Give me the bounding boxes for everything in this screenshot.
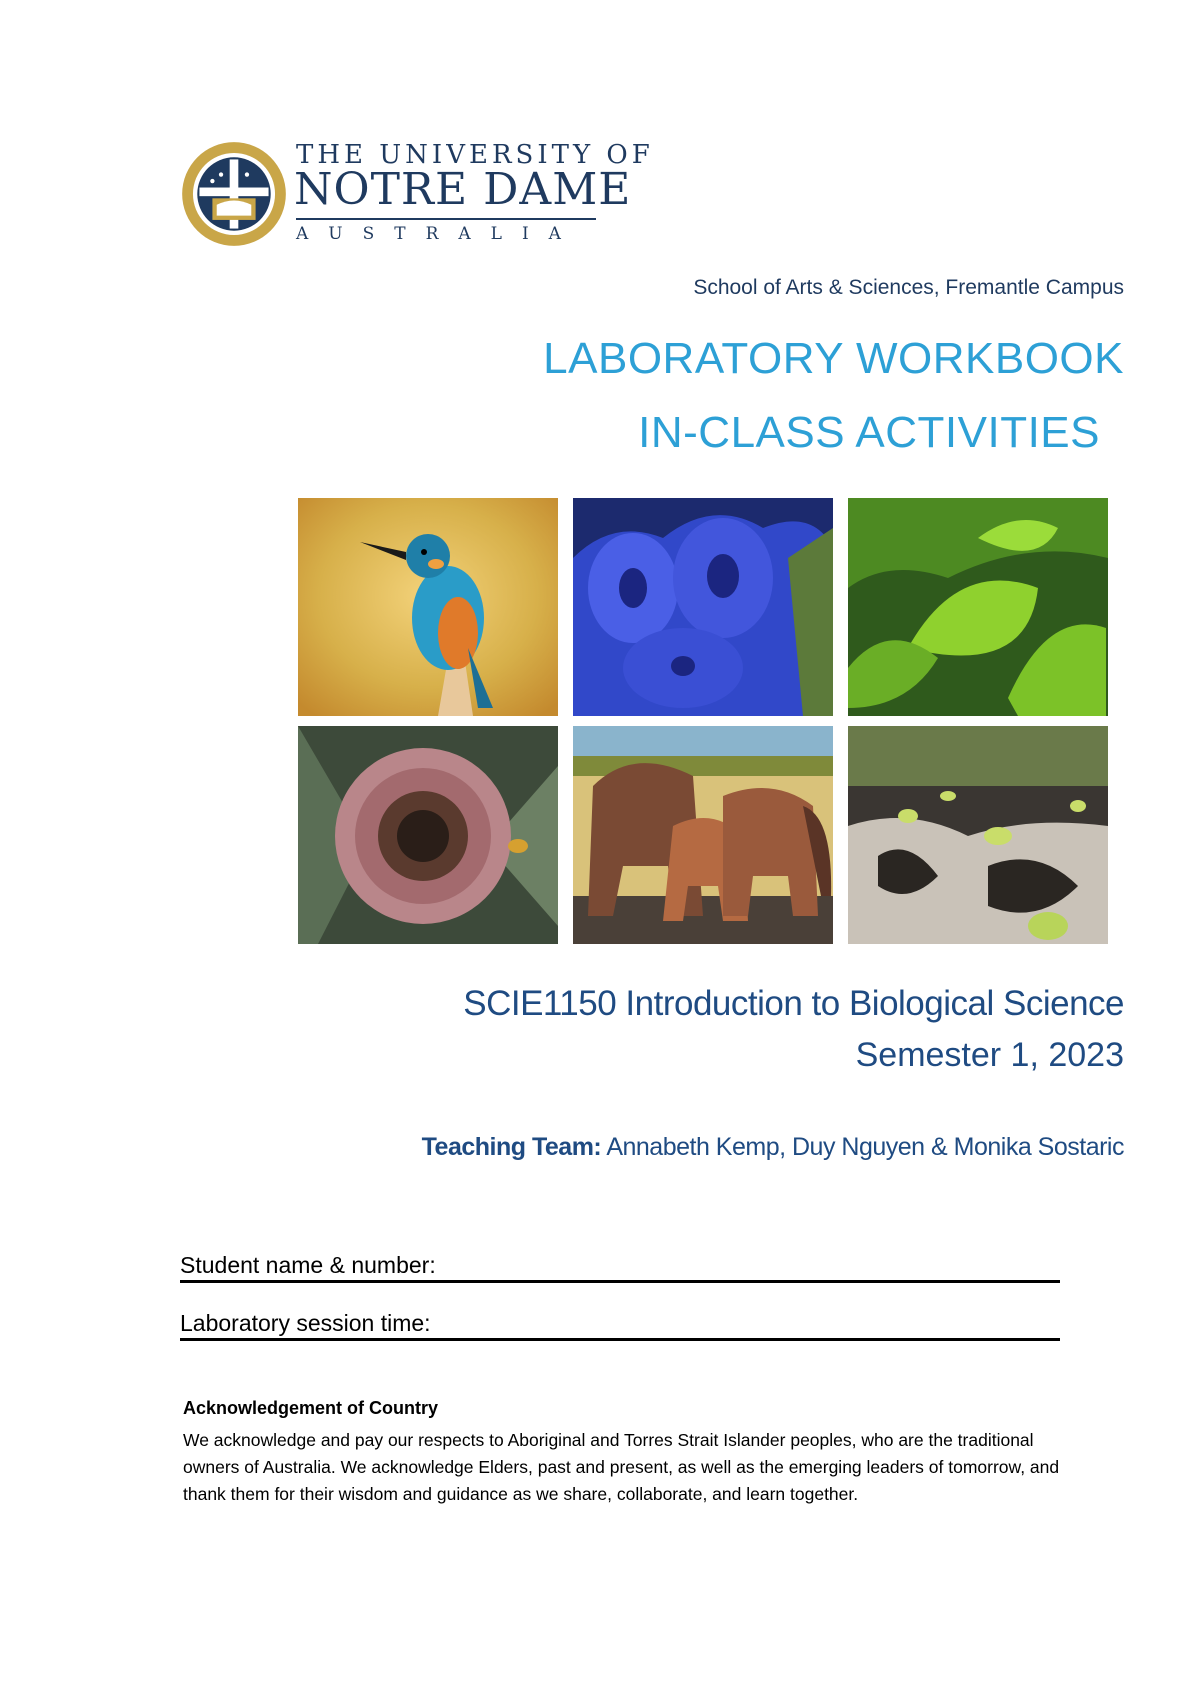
teaching-team-members: Annabeth Kemp, Duy Nguyen & Monika Sostaric	[601, 1133, 1124, 1161]
acknowledgement-heading: Acknowledgement of Country	[183, 1398, 439, 1418]
lab-session-label: Laboratory session time:	[180, 1310, 431, 1336]
university-logo	[180, 140, 654, 250]
logo-text-line2: NOTRE DAME	[294, 164, 632, 215]
logo-text-line3: AUSTRALIA	[296, 224, 581, 244]
course-title: SCIE1150 Introduction to Biological Science	[463, 984, 1124, 1023]
semester-label: Semester 1, 2023	[855, 1036, 1124, 1074]
teaching-team	[422, 1133, 1124, 1162]
teaching-team-label: Teaching Team:	[421, 1133, 602, 1161]
title-line2: IN-CLASS ACTIVITIES	[638, 408, 1100, 457]
banksia-photo	[298, 726, 558, 944]
student-name-field[interactable]	[180, 1280, 1060, 1283]
kingfisher-photo	[298, 498, 558, 716]
leaves-photo	[848, 498, 1108, 716]
lab-session-field[interactable]	[180, 1338, 1060, 1341]
elephants-photo	[573, 726, 833, 944]
logo-divider	[296, 218, 596, 220]
university-seal-icon	[180, 140, 288, 248]
student-name-label: Student name & number:	[180, 1252, 436, 1278]
school-name: School of Arts & Sciences, Fremantle Campus	[693, 276, 1124, 299]
logo-text-line1: THE UNIVERSITY OF	[296, 140, 654, 170]
coral-sponge-photo	[573, 498, 833, 716]
acknowledgement-body: We acknowledge and pay our respects to Aboriginal and Torres Strait Islander peoples, who are the traditional owners of Australia. We acknowledge Elders, past and present, as well as the emerging leaders of tomorrow, and thank them for their wisdom and guidance as we share, collaborate, and learn together.	[183, 1430, 1060, 1504]
seedlings-photo	[848, 726, 1108, 944]
title-line1: LABORATORY WORKBOOK	[543, 334, 1124, 383]
